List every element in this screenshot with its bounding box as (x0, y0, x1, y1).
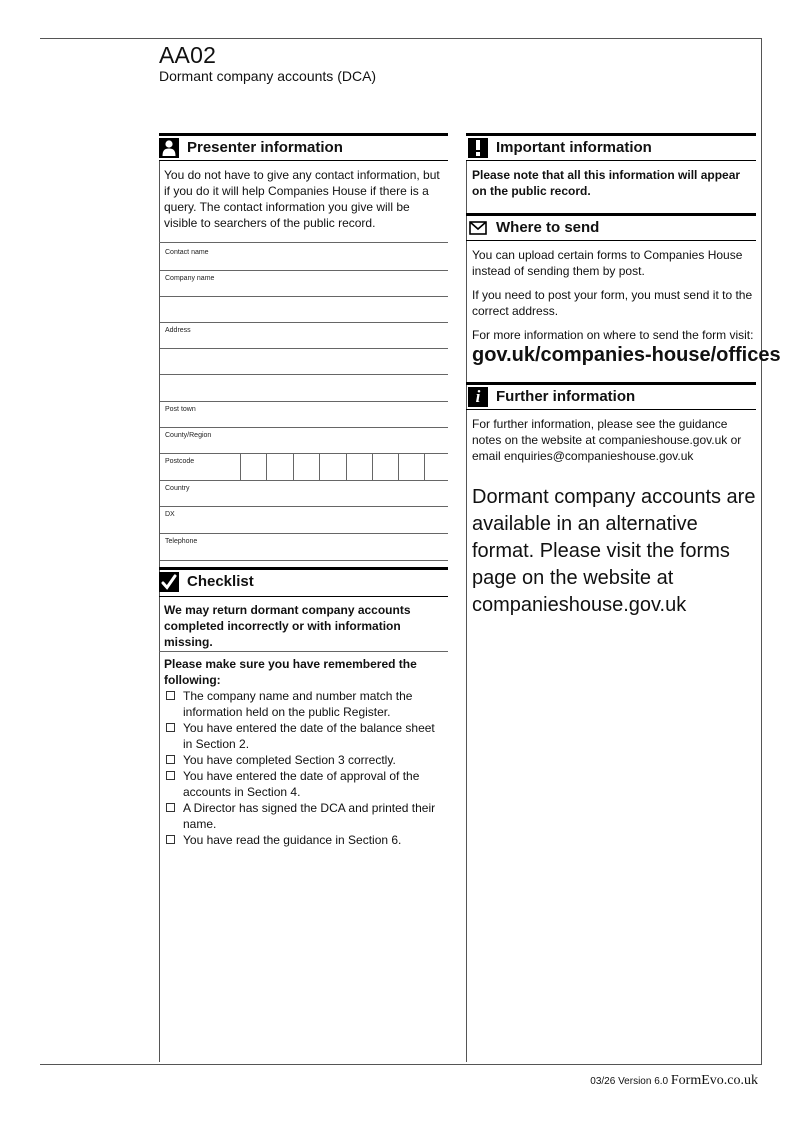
list-item: A Director has signed the DCA and printed their name. (164, 800, 444, 832)
postcode-divider (319, 454, 320, 480)
address-field[interactable] (160, 323, 448, 349)
checklist-lead: Please make sure you have remembered the following: (164, 657, 417, 687)
where-to-send-header (466, 213, 756, 239)
list-item: You have completed Section 3 correctly. (164, 752, 444, 768)
where-to-send-p2: If you need to post your form, you must send it to the correct address. (472, 288, 753, 318)
postcode-divider (293, 454, 294, 480)
where-to-send-title: Where to send (496, 219, 600, 236)
checkbox-icon[interactable] (166, 723, 175, 732)
telephone-field[interactable] (160, 534, 448, 561)
post-town-field[interactable] (160, 402, 448, 428)
alternative-format-notice: Dormant company accounts are available in an alternative format. Please visit the forms page on the website at companieshouse.gov.uk (472, 486, 756, 616)
further-info-header (466, 382, 756, 408)
presenter-section-title: Presenter information (187, 139, 343, 156)
address-field-line3[interactable] (160, 375, 448, 402)
presenter-section-header (159, 133, 448, 159)
postcode-divider (424, 454, 425, 480)
form-subtitle: Dormant company accounts (DCA) (159, 68, 377, 84)
company-name-field-line2[interactable] (160, 297, 448, 323)
address-label: Address (165, 327, 191, 334)
checkbox-icon[interactable] (166, 755, 175, 764)
important-section-header (466, 133, 756, 159)
form-code: AA02 (159, 42, 217, 68)
where-to-send-p1: You can upload certain forms to Companies House instead of sending them by post. (472, 248, 743, 278)
info-icon: i (468, 387, 488, 407)
person-icon (159, 138, 179, 158)
bottom-rule (40, 1064, 762, 1065)
list-item: You have entered the date of the balance sheet in Section 2. (164, 720, 444, 752)
contact-name-field[interactable] (160, 245, 448, 271)
checklist-items (164, 688, 444, 848)
checkbox-icon[interactable] (166, 803, 175, 812)
presenter-intro: You do not have to give any contact information, but if you do it will help Companies House if there is a query. The contact information you give will be visible to searchers of the public record. (164, 168, 440, 230)
where-to-send-p3: For more information on where to send the form visit: (472, 328, 754, 342)
presenter-intro-rule (159, 242, 448, 243)
offices-link[interactable]: gov.uk/companies-house/offices (472, 344, 781, 366)
middle-column-line (466, 160, 467, 1062)
brand-label: FormEvo.co.uk (670, 1073, 758, 1088)
contact-name-label: Contact name (165, 249, 209, 256)
checklist-section-header (159, 567, 448, 593)
country-field[interactable] (160, 481, 448, 507)
county-label: County/Region (165, 432, 212, 439)
address-field-line2[interactable] (160, 349, 448, 375)
further-info-rule (466, 409, 756, 410)
top-rule (40, 38, 762, 39)
company-name-field[interactable] (160, 271, 448, 297)
checklist-warning-rule (159, 651, 448, 652)
version-label: 03/26 Version 6.0 (590, 1076, 669, 1087)
list-item: The company name and number match the information held on the public Register. (164, 688, 444, 720)
list-item: You have read the guidance in Section 6. (164, 832, 444, 848)
presenter-section-rule (159, 160, 448, 161)
postcode-label: Postcode (165, 458, 195, 465)
checklist-section-title: Checklist (187, 573, 254, 590)
telephone-label: Telephone (165, 538, 198, 545)
county-field[interactable] (160, 428, 448, 454)
postcode-divider (266, 454, 267, 480)
where-to-send-rule (466, 240, 756, 241)
dx-label: DX (165, 511, 175, 518)
postcode-divider (372, 454, 373, 480)
further-info-text: For further information, please see the guidance notes on the website at companieshouse.gov.uk or email enquiries@companieshouse.gov.uk (472, 417, 742, 463)
checkbox-icon[interactable] (166, 691, 175, 700)
checkbox-icon[interactable] (166, 771, 175, 780)
list-item: You have entered the date of approval of the accounts in Section 4. (164, 768, 444, 800)
company-name-label: Company name (165, 275, 215, 282)
further-info-title: Further information (496, 388, 636, 405)
checkmark-icon (159, 572, 179, 592)
dx-field[interactable] (160, 507, 448, 534)
postcode-field[interactable] (160, 454, 448, 481)
important-text: Please note that all this information will appear on the public record. (472, 168, 741, 198)
exclamation-icon (468, 138, 488, 158)
checklist-section-rule (159, 596, 448, 597)
post-town-label: Post town (165, 406, 196, 413)
checklist-warning: We may return dormant company accounts completed incorrectly or with information missing. (164, 603, 411, 649)
postcode-divider (240, 454, 241, 480)
footer (590, 1073, 758, 1089)
postcode-divider (346, 454, 347, 480)
important-section-rule (466, 160, 756, 161)
checkbox-icon[interactable] (166, 835, 175, 844)
country-label: Country (165, 485, 190, 492)
envelope-icon (468, 218, 488, 238)
postcode-divider (398, 454, 399, 480)
important-section-title: Important information (496, 139, 652, 156)
